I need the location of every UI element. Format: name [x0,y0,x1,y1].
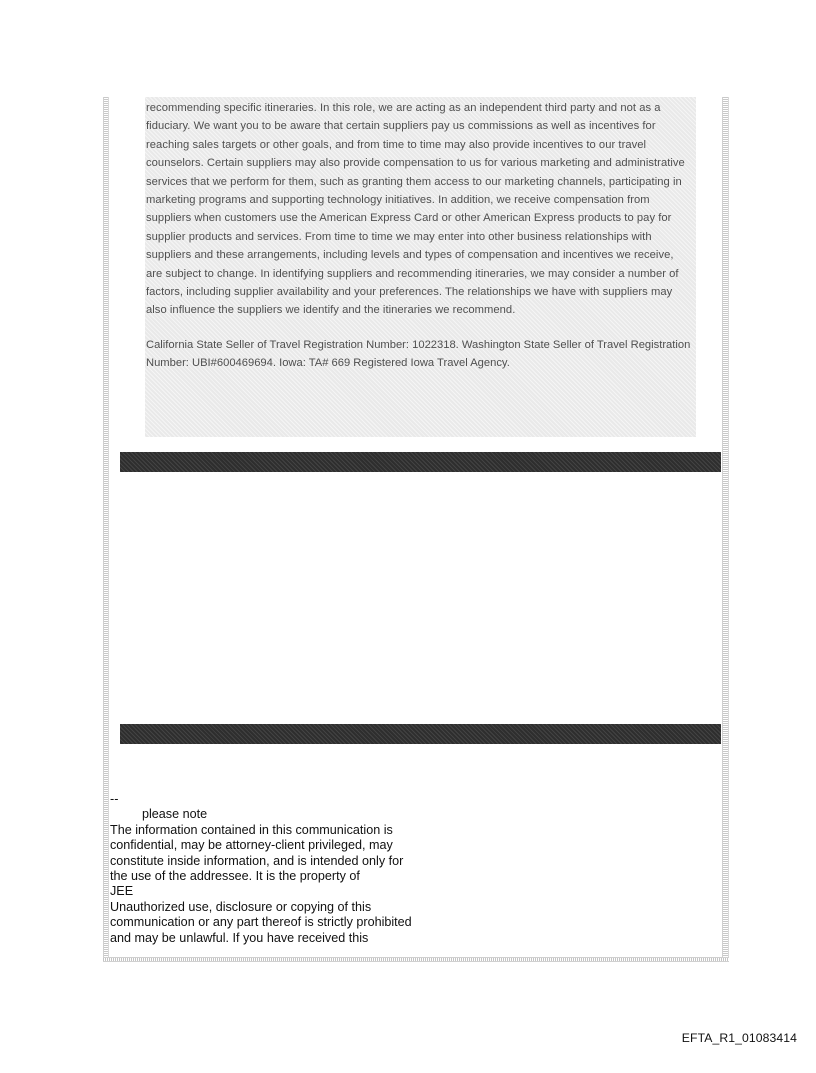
notice-line: communication or any part thereof is strictly prohibited [110,915,412,930]
seller-of-travel-registration: California State Seller of Travel Registration Number: 1022318. Washington State Seller of Travel Registration Number: UBI#600469694. Iowa: TA# 669 Registered Iowa Travel Agency. [146,338,691,370]
email-frame-left-border [103,97,109,959]
notice-line: and may be unlawful. If you have received this [110,930,369,945]
confidentiality-notice [110,792,470,946]
supplier-disclosure-panel [145,97,696,437]
notice-line: the use of the addressee. It is the property of [110,869,360,884]
document-page-id: EFTA_R1_01083414 [681,1031,797,1045]
section-divider-bar-bottom [120,724,721,744]
notice-line: constitute inside information, and is intended only for [110,853,404,868]
notice-line: Unauthorized use, disclosure or copying of this [110,899,372,914]
supplier-compensation-disclosure: recommending specific itineraries. In this role, we are acting as an independent third party and not as a fiduciary. We want you to be aware that certain suppliers pay us commissions as well as incentives for reaching sales targets or other goals, and from time to time may also provide incentives to our travel counselors. Certain suppliers may also provide compensation to us for various marketing and administrative services that we perform for them, such as granting them access to our marketing channels, participating in marketing programs and supporting technology initiatives. In addition, we receive compensation from suppliers when customers use the American Express Card or other American Express products to pay for supplier products and services. From time to time we may enter into other business relationships with suppliers and these arrangements, including levels and types of compensation and incentives we receive, are subject to change. In identifying suppliers and recommending itineraries, we may consider a number of factors, including supplier availability and your preferences. The relationships we have with suppliers may also influence the suppliers we identify and the itineraries we recommend. [146,102,685,317]
email-frame-right-border [722,97,729,959]
signature-separator: -- [110,792,119,806]
please-note-heading: please note [142,807,208,822]
email-frame-bottom-border [103,957,729,962]
notice-line: The information contained in this communication is [110,822,393,837]
notice-line: JEE [110,884,134,899]
section-divider-bar-top [120,452,721,472]
notice-line: confidential, may be attorney-client privileged, may [110,838,393,853]
